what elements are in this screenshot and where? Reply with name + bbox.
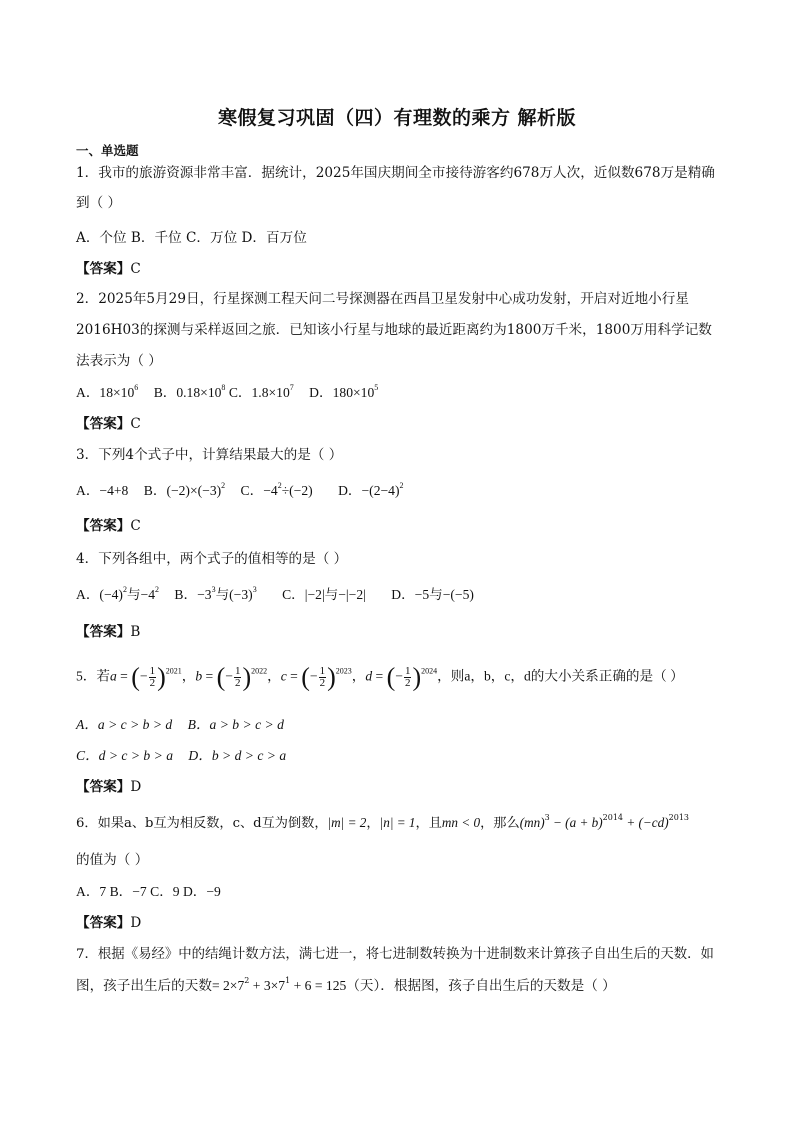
q6-stem-line2: 的值为（ ） [76, 852, 149, 868]
q2-option-d-label: D． [309, 385, 333, 400]
q7-stem-line1: 7．根据《易经》中的结绳计数方法，满七进一，将七进制数转换为十进制数来计算孩子自出生后的天数．如 [76, 947, 714, 962]
q2-stem-line2: 2016H03的探测与采样返回之旅．已知该小行星与地球的最近距离约为1800万千米，1800万用科学记数 [76, 322, 712, 338]
fraction-numerator: 1 [404, 665, 411, 677]
answer-value: C [130, 416, 141, 432]
q2-option-a-exp: 6 [134, 383, 139, 392]
q4-option-b-yu: 与 [215, 587, 230, 602]
q4-option-b-left: −3 [197, 587, 212, 602]
q2-option-b-exp: 8 [221, 383, 226, 392]
q5-var-a: a [109, 668, 117, 684]
q4-option-d: −5与−(−5) [414, 587, 474, 602]
q1-options: A．个位 B．千位 C．万位 D．百万位 [76, 230, 307, 246]
q2-option-d-exp: 5 [374, 383, 379, 392]
q3-option-c-label: C． [240, 483, 264, 498]
q2-options [76, 383, 378, 403]
q7-line2-pre: 图，孩子出生后的天数 [76, 978, 212, 994]
q2-stem-line3: 法表示为（ ） [76, 353, 162, 369]
q4-option-a-exp1: 2 [122, 585, 127, 594]
q1-stem-line2: 到（ ） [76, 195, 122, 211]
q4-option-a-exp2: 2 [155, 585, 160, 594]
fraction-denominator: 2 [319, 677, 326, 689]
fraction-denominator: 2 [404, 677, 411, 689]
q1-stem-line1: 1．我市的旅游资源非常丰富．据统计，2025年国庆期间全市接待游客约678万人次，近似数678万是精确 [76, 165, 715, 181]
q5-number: 5．若 [76, 668, 110, 684]
page-title: 寒假复习巩固（四）有理数的乘方 解析版 [217, 107, 577, 129]
answer-value: D [130, 915, 142, 931]
q3-option-d-exp: 2 [399, 481, 404, 490]
fraction-numerator: 1 [319, 665, 326, 677]
q5-tail: ，则a，b，c，d的大小关系正确的是（ ） [437, 668, 684, 684]
q7-expr-1: = 2×7 [211, 978, 245, 993]
q5-exp-b: 2022 [251, 666, 268, 676]
q4-option-a-yu: 与 [126, 587, 141, 602]
q5-option-b: B．a > b > c > d [187, 717, 284, 732]
q5-exp-a: 2021 [165, 666, 182, 676]
q5-option-d: D．b > d > c > a [188, 748, 287, 763]
q4-options [76, 585, 474, 605]
answer-value: C [130, 518, 141, 534]
q7-expr-3: + 6 = 125 [290, 978, 347, 993]
q5-exp-c: 2023 [335, 666, 352, 676]
q6-n-abs: |n| = 1 [379, 815, 416, 830]
q3-option-c-post: ÷(−2) [281, 483, 313, 498]
q7-expr-1-exp: 2 [244, 976, 250, 985]
q5-fraction-c [319, 666, 327, 689]
q6-answer [76, 913, 141, 933]
fraction-denominator: 2 [234, 677, 241, 689]
q3-options [76, 481, 403, 501]
answer-label: 【答案】 [76, 624, 131, 640]
q2-option-c-exp: 7 [289, 383, 294, 392]
q2-option-a: 18×10 [99, 385, 135, 400]
q4-option-c: |−2|与−|−2| [304, 587, 366, 602]
q5-var-b: b [195, 668, 203, 684]
q5-answer [76, 777, 141, 797]
answer-value: D [130, 779, 142, 795]
q5-options-row2 [76, 746, 286, 766]
q2-option-c-label: C． [228, 385, 252, 400]
q6-options: A．7 B．−7 C．9 D．−9 [76, 884, 221, 899]
q2-option-d: 180×10 [332, 385, 375, 400]
q6-condition: mn < 0 [441, 815, 481, 830]
q7-line2-post: （天）．根据图，孩子自出生后的天数是（ ） [346, 978, 616, 994]
q1-answer [76, 259, 141, 279]
q6-stem-line1: 6．如果a、b互为相反数，c、d互为倒数，|m| = 2，|n| = 1，且mn < 0，那么$(mn)^3 - (a + b)^{2014} + (-cd)^{2013}$ [76, 813, 689, 831]
answer-label: 【答案】 [76, 915, 131, 931]
q4-stem: 4．下列各组中，两个式子的值相等的是（ ） [76, 551, 348, 567]
q4-answer [76, 622, 140, 642]
q3-stem: 3．下列4个式子中，计算结果最大的是（ ） [76, 447, 343, 463]
fraction-numerator: 1 [149, 665, 156, 677]
q6-expr-3: + (−cd) [623, 815, 669, 830]
q6-expr-1-exp: 3 [544, 813, 550, 822]
answer-label: 【答案】 [76, 416, 131, 432]
answer-value: C [130, 261, 141, 277]
q5-stem: 5．若a = (− $\frac{1}{2}$ )$^{2021}$，b = (− $\frac{1}{2}$ )$^{2022}$，c = (− $\frac{1}{2}$ )$^{2023}$，d = (− $\frac{1}{2}$ )$^{2024}$，则a，b，c，d的大小关系正确的是（ ） [76, 662, 684, 692]
q3-option-c-pre: −4 [263, 483, 278, 498]
q6-cond-pre: ，且 [415, 816, 442, 831]
q7-expr-2-exp: 1 [285, 976, 291, 985]
q5-fraction-d [404, 666, 412, 689]
q7-stem-line2 [76, 976, 616, 996]
q6-stem-text: 6．如果a、b互为相反数，c、d互为倒数， [76, 816, 328, 831]
q4-option-b-label: B． [174, 587, 198, 602]
q6-expr-1: (mn) [519, 815, 545, 830]
q2-answer [76, 414, 141, 434]
q6-then: ，那么 [480, 816, 520, 831]
q4-option-a-left: (−4) [99, 587, 123, 602]
q5-exp-d: 2024 [421, 666, 438, 676]
q2-option-c: 1.8×10 [251, 385, 290, 400]
q4-option-a-label: A． [76, 587, 100, 602]
q4-option-d-label: D． [391, 587, 415, 602]
q3-answer [76, 516, 141, 536]
q4-option-b-exp1: 3 [211, 585, 216, 594]
q4-option-c-label: C． [282, 587, 305, 602]
q4-option-a-right: −4 [140, 587, 156, 602]
answer-label: 【答案】 [76, 779, 131, 795]
section-heading: 一、单选题 [76, 143, 139, 158]
q5-fraction-b [234, 666, 242, 689]
q2-option-b: 0.18×10 [176, 385, 222, 400]
q3-option-d-label: D． [338, 483, 362, 498]
q5-option-a: A．a > c > b > d [76, 717, 173, 732]
q3-option-a-label: A． [76, 483, 100, 498]
q7-expr-2: + 3×7 [249, 978, 286, 993]
q5-var-c: c [280, 668, 287, 684]
q2-stem-line1: 2．2025年5月29日，行星探测工程天问二号探测器在西昌卫星发射中心成功发射，开启对近地小行星 [76, 291, 689, 307]
q6-expr-2: − (a + b) [549, 815, 603, 830]
q2-option-a-label: A． [76, 385, 100, 400]
q3-option-b-label: B． [143, 483, 167, 498]
q3-option-c-exp: 2 [277, 481, 282, 490]
q3-option-a: −4+8 [99, 483, 129, 498]
q5-option-c: C．d > c > b > a [76, 748, 173, 763]
q6-expr-3-exp: 2013 [668, 813, 689, 822]
answer-value: B [130, 624, 141, 640]
q3-option-b: (−2)×(−3) [166, 483, 222, 498]
q3-option-d: −(2−4) [361, 483, 400, 498]
fraction-numerator: 1 [234, 665, 241, 677]
q6-expr-2-exp: 2014 [602, 813, 624, 822]
q6-m-abs: |m| = 2 [327, 815, 367, 830]
q4-option-b-right: (−3) [229, 587, 253, 602]
answer-label: 【答案】 [76, 518, 131, 534]
q5-var-d: d [365, 668, 373, 684]
q2-option-b-label: B． [153, 385, 177, 400]
q5-fraction-a [149, 666, 157, 689]
q4-option-b-exp2: 3 [252, 585, 257, 594]
fraction-denominator: 2 [149, 677, 156, 689]
q5-options-row1 [76, 715, 284, 735]
answer-label: 【答案】 [76, 261, 131, 277]
q3-option-b-exp: 2 [221, 481, 226, 490]
